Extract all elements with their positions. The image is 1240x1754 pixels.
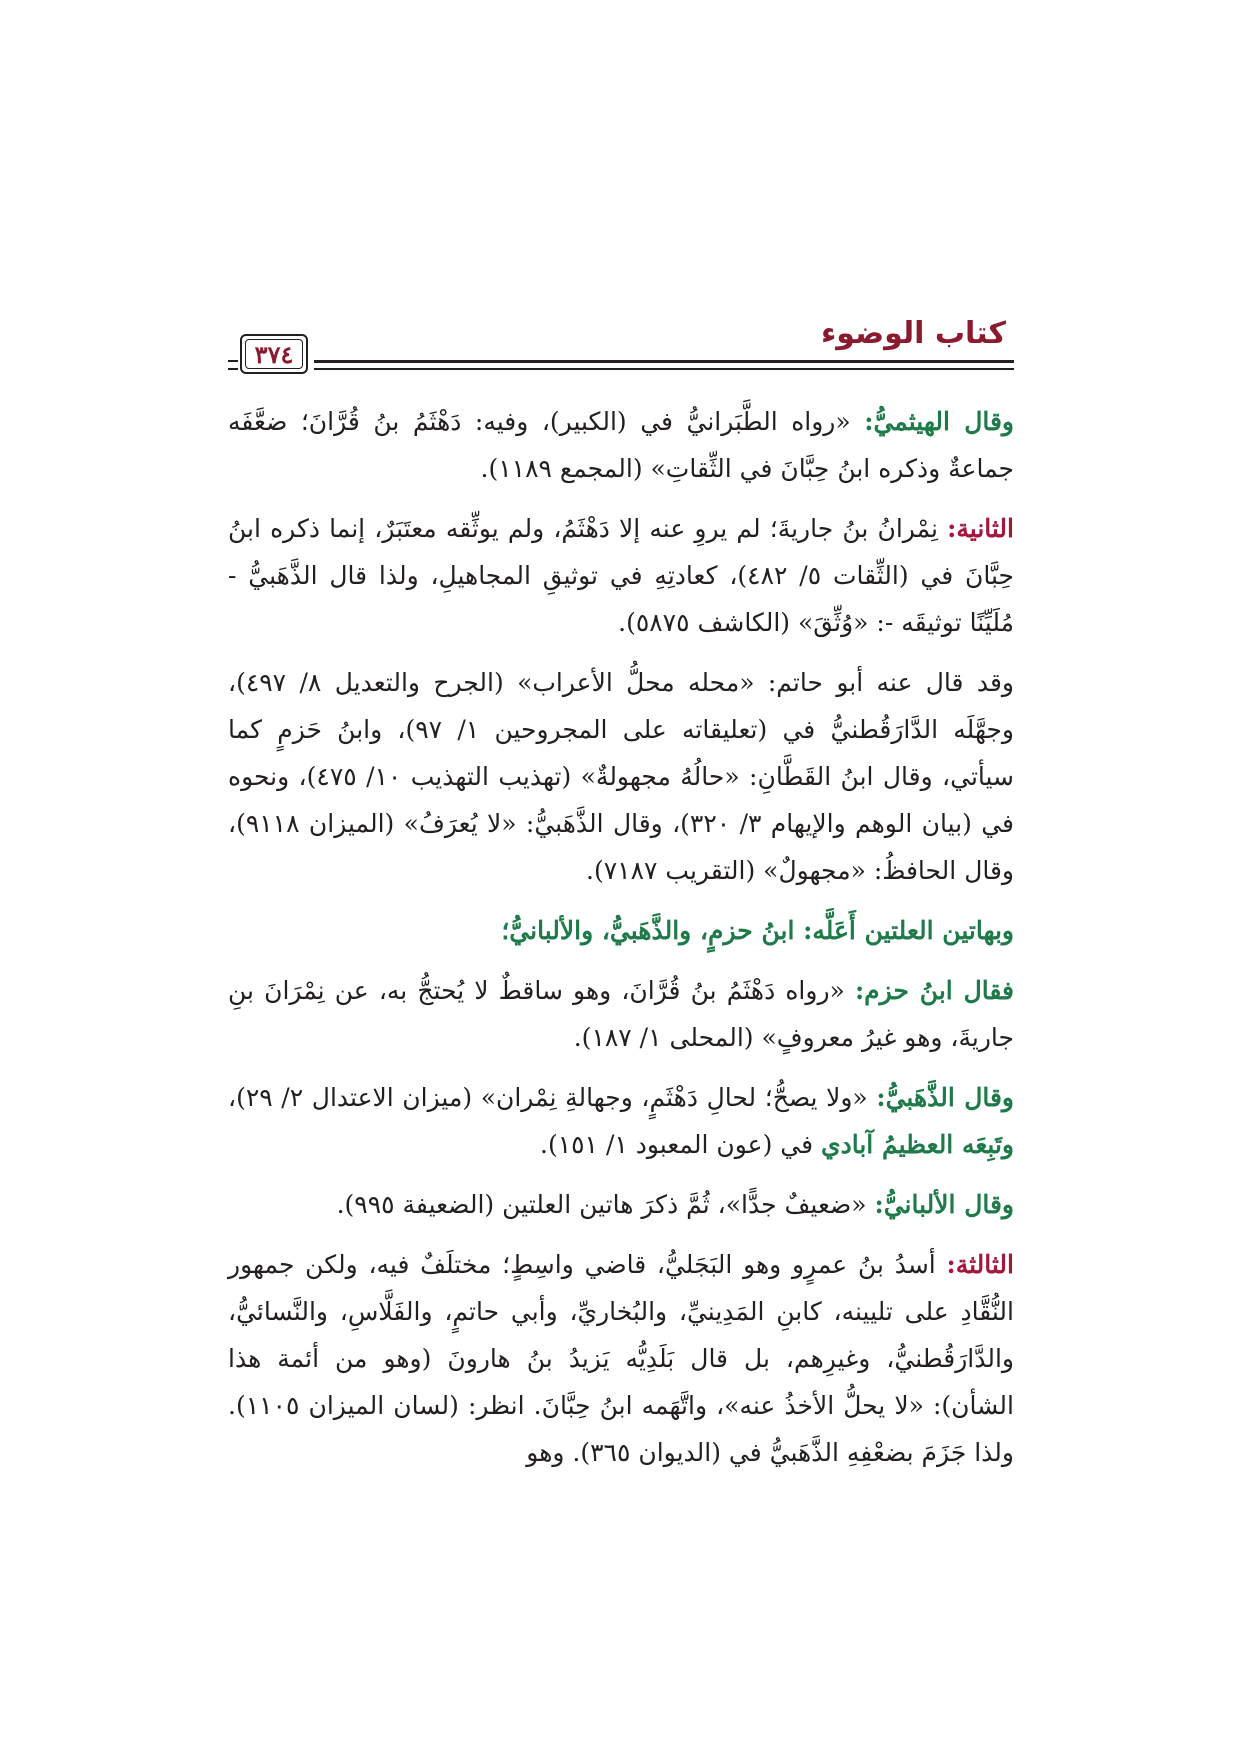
paragraph-text: «رواه الطَّبَرانيُّ في (الكبير)، وفيه: دَهْثَمُ بنُ قُرَّانَ؛ ضعَّفَه جماعةٌ وذكره ابنُ حِبَّانَ في الثِّقاتِ» (المجمع ١١٨٩). — [228, 407, 1014, 483]
paragraph-lead: وقال الألبانيُّ: — [874, 1190, 1014, 1219]
paragraph-lead: فقال ابنُ حزم: — [854, 976, 1014, 1005]
header-rule-left-bottom — [228, 368, 238, 370]
paragraph-abu-hatim — [228, 659, 1014, 894]
paragraph-text: «رواه دَهْثَمُ بنُ قُرَّانَ، وهو ساقطٌ لا يُحتجُّ به، عن نِمْرَانَ بنِ جاريةَ، وهو غيرُ معروفٍ» (المحلى ١/ ١٨٧). — [228, 976, 1014, 1052]
paragraph-lead: الثالثة: — [946, 1250, 1014, 1279]
page-number-frame — [240, 334, 308, 374]
paragraph-haythami — [228, 398, 1014, 492]
paragraph-text-secondary: في (عون المعبود ١/ ١٥١). — [540, 1130, 822, 1159]
header-rule-bottom — [314, 368, 1014, 370]
header-rule-left-top — [228, 360, 238, 362]
header-rule-top — [314, 360, 1014, 363]
paragraph-albani — [228, 1181, 1014, 1228]
paragraph-lead: وقال الذَّهَبيُّ: — [876, 1083, 1014, 1112]
page-body — [228, 398, 1014, 1489]
paragraph-lead-secondary: وتَبِعَه العظيمُ آبادي — [821, 1130, 1014, 1159]
paragraph-lead: الثانية: — [947, 514, 1014, 543]
paragraph-dhahabi — [228, 1074, 1014, 1168]
paragraph-text: نِمْرانُ بنُ جاريةَ؛ لم يروِ عنه إلا دَهْثَمُ، ولم يوثِّقه معتَبَرٌ، إنما ذكره ابنُ حِبَّانَ في (الثِّقات ٥/ ٤٨٢)، كعادتِهِ في توثيقِ المجاهيلِ، ولذا قال الذَّهَبيُّ - مُلَيِّنًا توثيقَه -: «وُثِّقَ» (الكاشف ٥٨٧٥). — [228, 514, 1015, 637]
paragraph-third-illness — [228, 1241, 1014, 1476]
paragraph-ibn-hazm — [228, 967, 1014, 1061]
page-number: ٣٧٤ — [245, 339, 303, 369]
paragraph-text: «ولا يصحُّ؛ لحالِ دَهْثَمٍ، وجهالةِ نِمْران» (ميزان الاعتدال ٢/ ٢٩)، — [228, 1083, 877, 1112]
paragraph-text: «ضعيفٌ جدًّا»، ثُمَّ ذكرَ هاتين العلتين (الضعيفة ٩٩٥). — [336, 1190, 875, 1219]
book-title: كتاب الوضوء — [820, 316, 1006, 351]
paragraph-text: وقد قال عنه أبو حاتم: «محله محلُّ الأعراب» (الجرح والتعديل ٨/ ٤٩٧)، وجهَّلَه الدَّارَقُطنيُّ في (تعليقاته على المجروحين ١/ ٩٧)، وابنُ حَزمٍ كما سيأتي، وقال ابنُ القَطَّانِ: «حالُهُ مجهولةٌ» (تهذيب التهذيب ١٠/ ٤٧٥)، ونحوه في (بيان الوهم والإيهام ٣/ ٣٢٠)، وقال الذَّهَبيُّ: «لا يُعرَفُ» (الميزان ٩١١٨)، وقال الحافظُ: «مجهولٌ» (التقريب ٧١٨٧). — [228, 668, 1015, 885]
running-header — [228, 316, 1014, 386]
paragraph-second-illness — [228, 505, 1014, 646]
section-heading: وبهاتين العلتين أَعَلَّه: ابنُ حزمٍ، والذَّهَبيُّ، والألبانيُّ؛ — [501, 916, 1014, 945]
paragraph-text: أسدُ بنُ عمرٍو وهو البَجَليُّ، قاضي واسِطٍ؛ مختلَفٌ فيه، ولكن جمهور النُّقَّادِ على تليينه، كابنِ المَدِينيِّ، والبُخاريِّ، وأبي حاتمٍ، والفَلَّاسِ، والنَّسائيُّ، والدَّارَقُطنيُّ، وغيرِهم، بل قال بَلَدِيُّه يَزيدُ بنُ هارونَ (وهو من أئمة هذا الشأن): «لا يحلُّ الأخذُ عنه»، واتَّهَمه ابنُ حِبَّانَ. انظر: (لسان الميزان ١١٠٥). ولذا جَزَمَ بضعْفِهِ الذَّهَبيُّ في (الديوان ٣٦٥). وهو — [228, 1250, 1014, 1467]
paragraph-lead: وقال الهيثميُّ: — [864, 407, 1015, 436]
